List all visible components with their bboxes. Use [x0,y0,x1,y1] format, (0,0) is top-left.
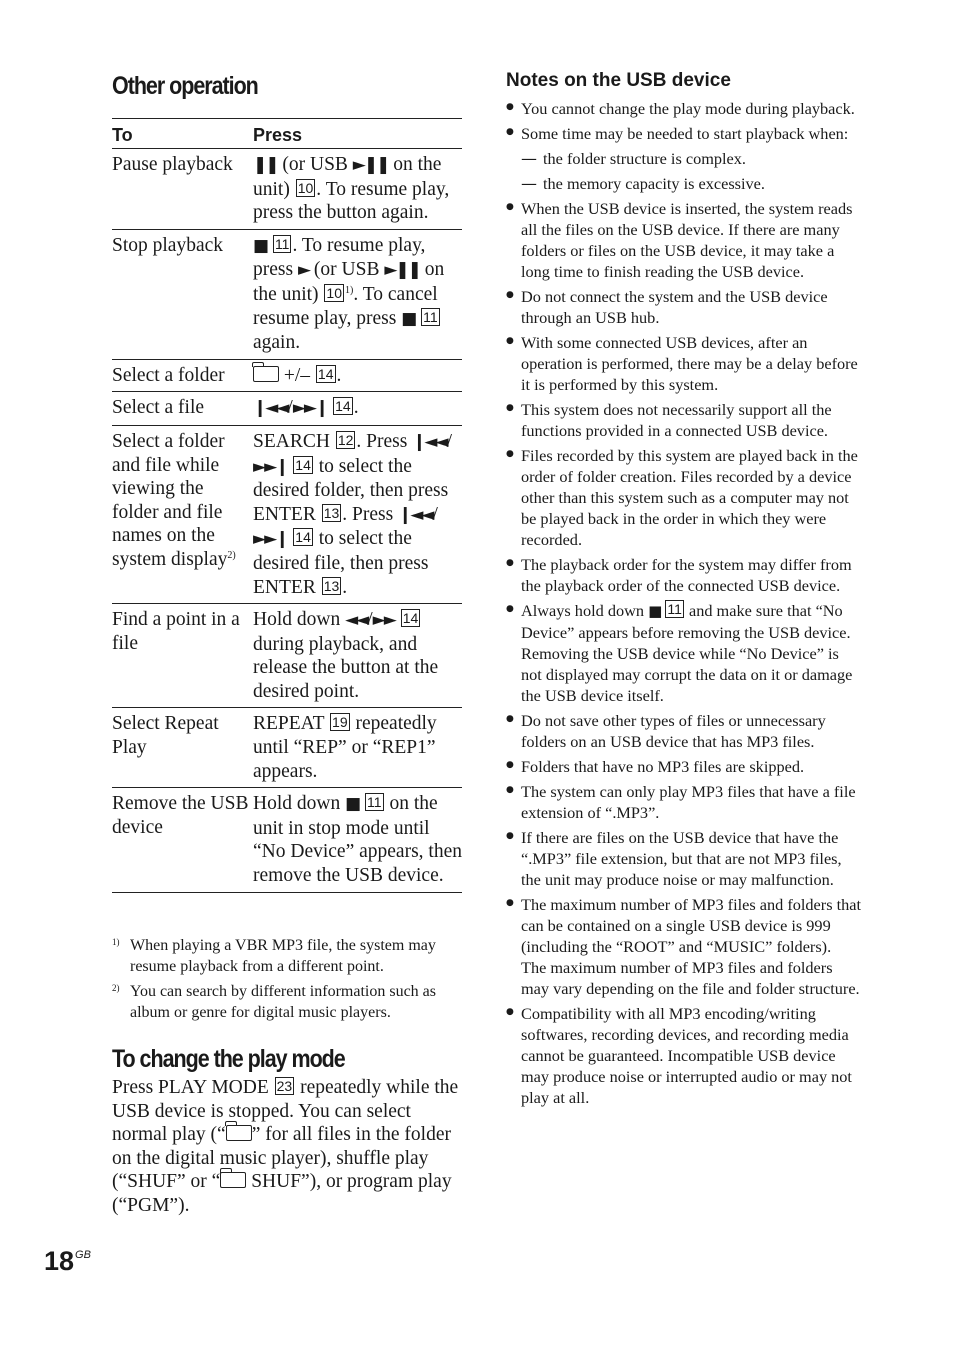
list-item: ● Always hold down ■ 11 and make sure that “No Device” appears before removing the USB device. Removing the USB device while “No Device” is not displayed may corrupt the data on it or damage the USB device itself. [506,600,862,706]
list-item: ● Do not connect the system and the USB device through an USB hub. [506,286,862,328]
section-heading-other-operation: Other operation [112,72,258,100]
list-item: ● The playback order for the system may differ from the playback order of the connected USB device. [506,554,862,596]
list-item: ● You cannot change the play mode during playback. [506,98,862,119]
sub-list [521,148,862,194]
row-press: ■ 11 . To resume play, press ► (or USB ►❚❚ on the unit) 10 $^{1)}$. To cancel resume play, press ■ 11 again. [253,234,445,354]
list-item: ● If there are files on the USB device that have the “.MP3” file extension, but that are not MP3 files, the unit may produce noise or may malfunction. [506,827,862,890]
row-press: Hold down ◄◄/►► 14 during playback, and release the button at the desired point. [253,609,439,702]
footnote-1: 1) When playing a VBR MP3 file, the system may resume playback from a different point. [112,937,436,975]
key-number: 23 [276,1078,293,1094]
col-header-to: To [112,125,133,145]
table-row [112,230,462,360]
list-item: ● Compatibility with all MP3 encoding/writing softwares, recording devices, and recording media cannot be guaranteed. Incompatible USB device may produce noise or interrupted audio or may not play at all. [506,1003,862,1108]
table-row [112,604,462,708]
sub-list-item: — the folder structure is complex. [521,148,862,169]
table-row [112,392,462,426]
list-item: ● This system does not necessarily support all the functions provided in a connected USB device. [506,399,862,441]
list-item: ● The maximum number of MP3 files and folders that can be contained on a single USB device is 999 (including the “ROOT” and “MUSIC” folders). The maximum number of MP3 files and folders may vary depending on the file and folder structure. [506,894,862,999]
table-header [112,119,462,149]
row-press: ❙◄◄/►►❙ 14 . [253,397,359,419]
folder-icon [253,366,279,382]
row-to: Select a folder and file while viewing the folder and file names on the system display$^{2)}$ [112,430,236,570]
row-to: Select a file [112,397,205,419]
page-number: $18^{GB}$ [44,1246,91,1276]
col-header-press: Press [253,125,303,145]
list-item: ● Files recorded by this system are played back in the order of folder creation. Files recorded by a device other than this system such as a computer may not be played back in the order in which they were recorded. [506,445,862,550]
notes-list [506,98,862,1112]
folder-icon [226,1125,252,1141]
table-row [112,426,462,604]
table-row [112,708,462,788]
row-to: Select a folder [112,364,225,386]
list-item: ● Do not save other types of files or unnecessary folders on an USB device that has MP3 files. [506,710,862,752]
table-row [112,788,462,892]
table-row [112,149,462,230]
list-item: ● The system can only play MP3 files that have a file extension of “.MP3”. [506,781,862,823]
row-to: Remove the USB device [112,793,249,838]
row-to: Select Repeat Play [112,713,219,759]
list-item: ● Some time may be needed to start playback when: — the folder structure is complex. — the memory capacity is excessive. [506,123,862,194]
row-to: Stop playback [112,234,224,256]
notes-heading: Notes on the USB device [506,70,731,91]
row-to: Find a point in a file [112,609,240,654]
row-press: ❚❚ (or USB ►❚❚ on the unit) 10 . To resume play, press the button again. [253,154,450,224]
list-item: ● Folders that have no MP3 files are skipped. [506,756,862,777]
row-press: +/– 14 . [253,360,462,392]
operation-table [112,118,462,893]
list-item: ● When the USB device is inserted, the system reads all the files on the USB device. If there are many folders or files on the USB device, it may take a long time to finish reading the USB device. [506,198,862,282]
footnote-2: 2) You can search by different information such as album or genre for digital music players. [112,983,436,1021]
row-to: Pause playback [112,154,233,175]
sub-list-item: — the memory capacity is excessive. [521,173,862,194]
play-mode-paragraph: Press PLAY MODE 23 repeatedly while the USB device is stopped. You can select normal play (“ ” for all files in the folder on the digital music player), shuffle play (“SHUF” or “ SHUF”), or program play (“PGM”). [112,1077,459,1216]
section-heading-play-mode: To change the play mode [112,1045,345,1073]
list-item: ● With some connected USB devices, after an operation is performed, there may be a delay before it is performed by this system. [506,332,862,395]
table-row [112,360,462,393]
row-press: Hold down ■ 11 on the unit in stop mode until “No Device” appears, then remove the USB device. [253,793,462,887]
folder-icon [220,1172,246,1188]
row-press: SEARCH 12 . Press ❙◄◄/►►❙ 14 to select the desired folder, then press ENTER 13 . Press ❙◄◄/►►❙ 14 to select the desired file, then press ENTER 13 . [253,430,453,598]
row-press: REPEAT 19 repeatedly until “REP” or “REP1” appears. [253,713,437,782]
